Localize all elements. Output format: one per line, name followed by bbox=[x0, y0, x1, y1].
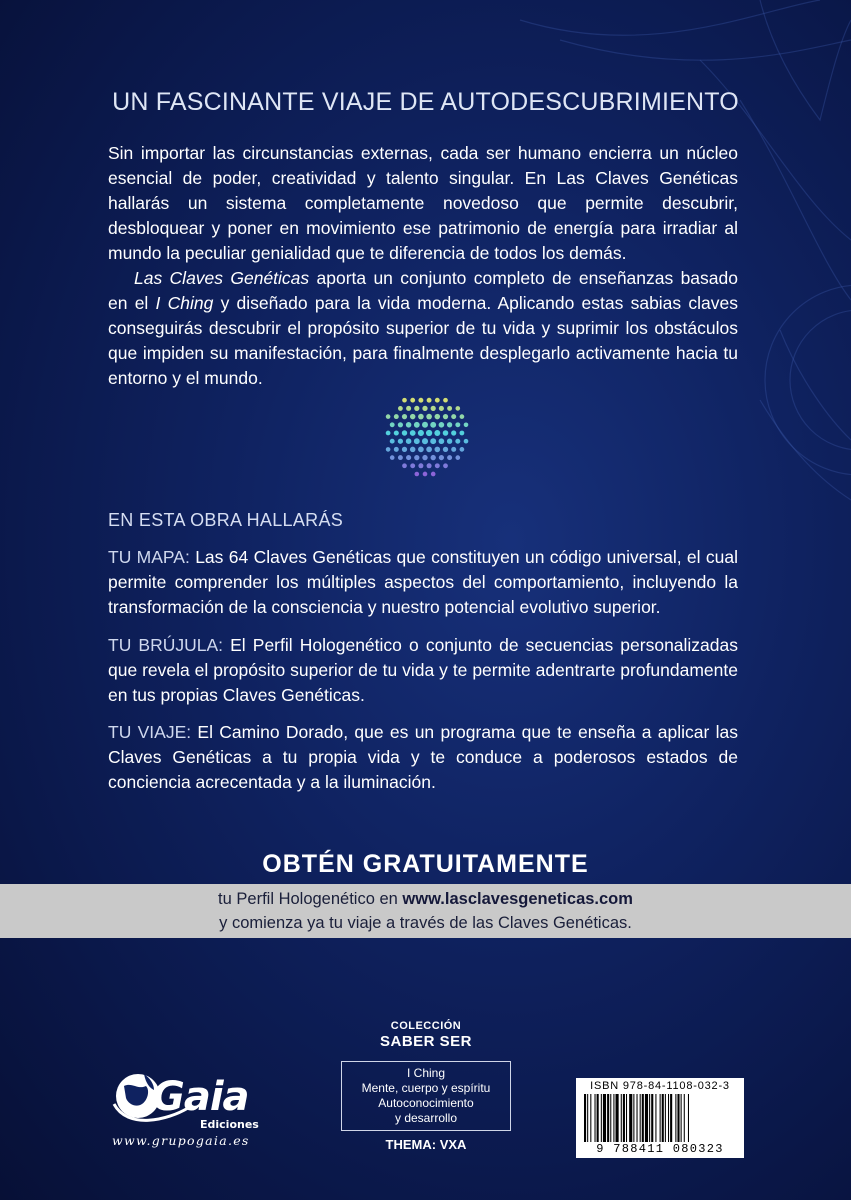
isbn-label: ISBN 978-84-1108-032-3 bbox=[590, 1080, 730, 1092]
logo-subtitle: Ediciones bbox=[200, 1118, 259, 1131]
promo-line-1 bbox=[0, 887, 851, 911]
item-text: El Camino Dorado, que es un programa que te enseña a aplicar las Claves Genéticas a tu propia vida y te conduce a poderosos estados de conciencia acrecentada y a la iluminación. bbox=[108, 722, 738, 792]
collection-heading bbox=[341, 1020, 511, 1050]
promo-title: OBTÉN GRATUITAMENTE bbox=[262, 850, 589, 878]
topic-item: y desarrollo bbox=[394, 1111, 458, 1125]
promo-band bbox=[0, 884, 851, 938]
topic-item: I Ching bbox=[406, 1066, 446, 1080]
promo-line-2: y comienza ya tu viaje a través de las Claves Genéticas. bbox=[219, 914, 632, 932]
publisher-url: www.grupogaia.es bbox=[112, 1133, 250, 1148]
promo-url-link[interactable]: www.lasclavesgeneticas.com bbox=[402, 890, 633, 908]
topic-item: Autoconocimiento bbox=[378, 1096, 474, 1110]
thema-code: THEMA: VXA bbox=[385, 1137, 467, 1152]
item-text: Las 64 Claves Genéticas que constituyen un código universal, el cual permite comprender los múltiples aspectos del comportamiento, incluyendo la transformación de la consciencia y nuestro potencial evolutivo superior. bbox=[108, 547, 738, 617]
item-label: TU MAPA: bbox=[108, 547, 190, 567]
item-label: TU BRÚJULA: bbox=[108, 635, 224, 655]
barcode-digits: 9 788411 080323 bbox=[576, 1142, 744, 1156]
item-brujula bbox=[108, 633, 738, 708]
collection-name: SABER SER bbox=[379, 1033, 473, 1050]
collection-label: COLECCIÓN bbox=[390, 1020, 462, 1032]
intro-paragraph-1: Sin importar las circunstancias externas, cada ser humano encierra un núcleo esencial de poder, creatividad y talento singular. En Las Claves Genéticas hallarás un sistema completamente novedoso que permite descubrir, desbloquear y poner en movimiento ese patrimonio de energía para irradiar al mundo la peculiar genialidad que te diferencia de todos los demás. bbox=[108, 143, 738, 263]
intro-paragraph-2-part-b: y diseñado para la vida moderna. Aplicando estas sabias claves conseguirás descubrir el propósito superior de tu vida y suprimir los obstáculos que impiden su manifestación, para finalmente desplegarlo activamente hacia tu entorno y el mundo. bbox=[108, 293, 738, 388]
collection-topics-box bbox=[341, 1061, 511, 1131]
item-label: TU VIAJE: bbox=[108, 722, 192, 742]
iching-italic: I Ching bbox=[155, 293, 214, 313]
topic-item: Mente, cuerpo y espíritu bbox=[361, 1081, 491, 1095]
book-title-italic: Las Claves Genéticas bbox=[134, 268, 310, 288]
barcode-icon bbox=[582, 1094, 738, 1146]
item-mapa bbox=[108, 545, 738, 620]
item-viaje bbox=[108, 720, 738, 795]
logo-wordmark: Gaia bbox=[152, 1074, 249, 1120]
isbn-barcode bbox=[576, 1078, 744, 1158]
section-title: EN ESTA OBRA HALLARÁS bbox=[108, 510, 344, 530]
intro-paragraph-2-part-a: aporta un conjunto completo de enseñanzas basado en el bbox=[108, 268, 738, 313]
promo-line-1-text: tu Perfil Hologenético en bbox=[218, 890, 403, 908]
item-text: El Perfil Hologenético o conjunto de secuencias personalizadas que revela el propósito superior de tu vida y te permite adentrarte profundamente en tus propias Claves Genéticas. bbox=[108, 635, 739, 705]
page-title: UN FASCINANTE VIAJE DE AUTODESCUBRIMIENTO bbox=[112, 88, 739, 116]
